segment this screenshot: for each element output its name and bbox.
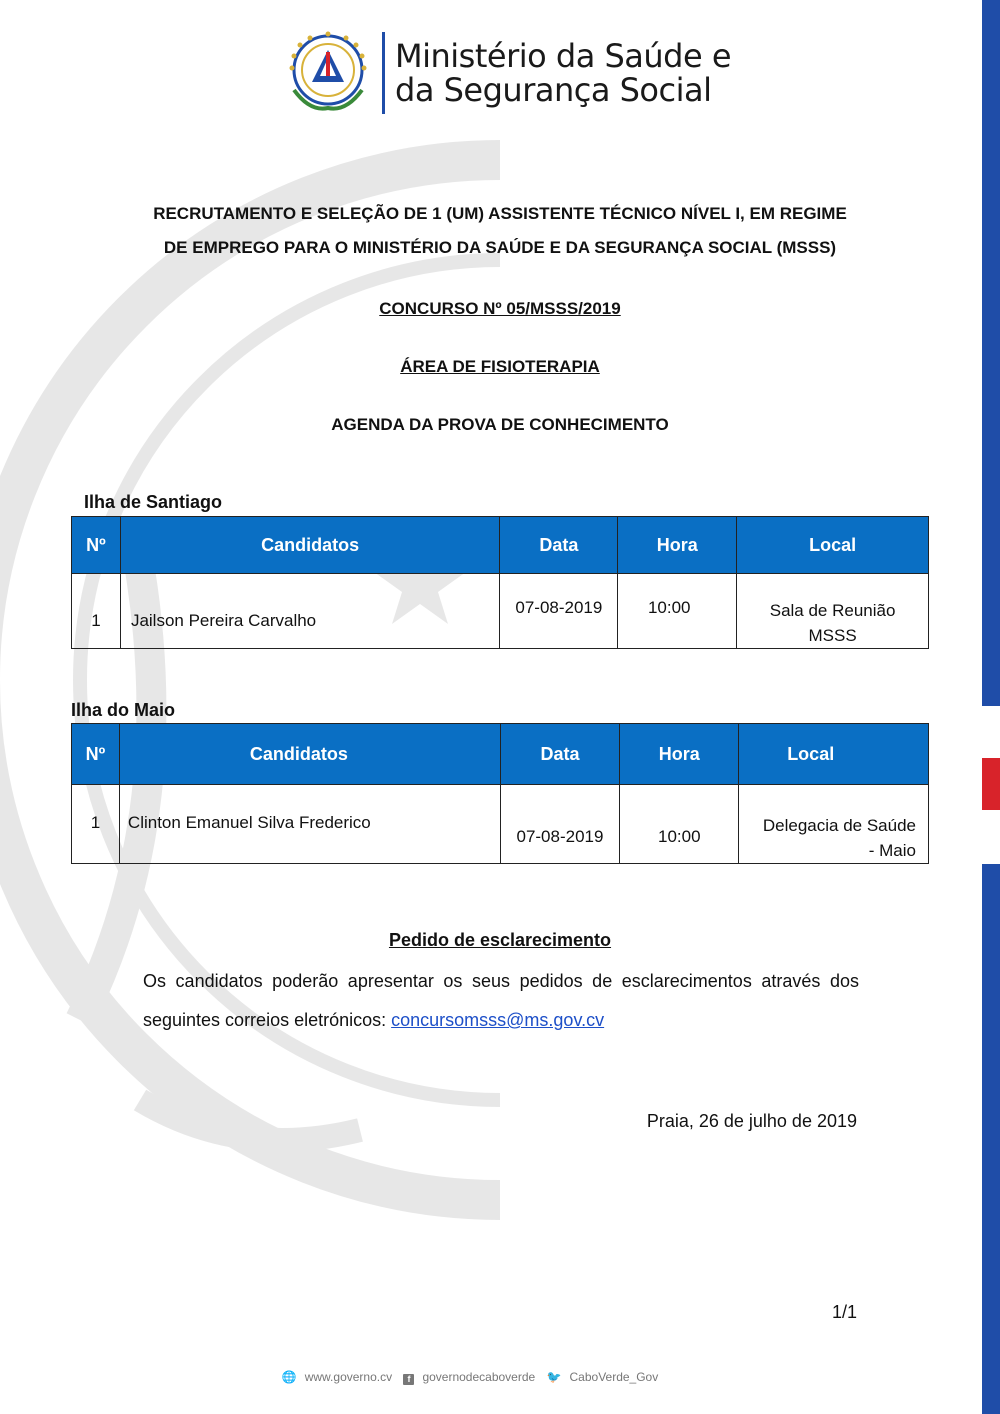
col-header-candidates: Candidatos <box>119 724 500 785</box>
document-header <box>280 28 731 118</box>
candidate-name: Clinton Emanuel Silva Frederico <box>119 785 500 864</box>
watermark-seal <box>0 120 500 1240</box>
right-edge-blue-bar <box>982 0 1000 706</box>
footer-facebook[interactable]: governodecaboverde <box>422 1370 536 1384</box>
col-header-candidates: Candidatos <box>120 517 500 574</box>
col-header-time: Hora <box>620 724 739 785</box>
twitter-icon: 🐦 <box>546 1370 562 1384</box>
clarification-title: Pedido de esclarecimento <box>388 930 612 950</box>
table-header-row <box>72 724 929 785</box>
concurso-number: CONCURSO Nº 05/MSSS/2019 <box>379 299 621 318</box>
title-line-1: RECRUTAMENTO E SELEÇÃO DE 1 (UM) ASSISTENTE TÉCNICO NÍVEL I, EM REGIME <box>153 204 847 223</box>
title-line-2: DE EMPREGO PARA O MINISTÉRIO DA SAÚDE E DA SEGURANÇA SOCIAL (MSSS) <box>163 238 837 257</box>
candidate-name: Jailson Pereira Carvalho <box>120 574 500 649</box>
page-number: 1/1 <box>831 1302 857 1322</box>
right-edge-red-bar <box>982 758 1000 810</box>
globe-icon: 🌐 <box>281 1370 297 1384</box>
exam-time: 10:00 <box>618 574 737 649</box>
header-divider <box>382 32 385 114</box>
exam-location-line1: Sala de Reunião <box>769 601 896 620</box>
col-header-date: Data <box>500 724 620 785</box>
document-title <box>70 197 930 265</box>
maio-schedule-table <box>71 723 929 864</box>
exam-location-line2: - Maio <box>868 841 916 860</box>
exam-location <box>739 785 929 864</box>
col-header-date: Data <box>500 517 618 574</box>
area-title: ÁREA DE FISIOTERAPIA <box>400 357 600 376</box>
table-header-row <box>72 517 929 574</box>
table-row <box>72 785 929 864</box>
cabo-verde-coat-of-arms-icon <box>280 30 376 116</box>
footer-twitter[interactable]: CaboVerde_Gov <box>569 1370 659 1384</box>
ministry-name-line1: Ministério da Saúde e <box>395 37 732 75</box>
clarification-text: Os candidatos poderão apresentar os seus pedidos de esclarecimentos através dos seguintes correios eletrónicos: <box>143 971 859 1030</box>
island-santiago-label: Ilha de Santiago <box>84 492 223 512</box>
exam-location-line2: MSSS <box>808 626 857 645</box>
footer-website[interactable]: www.governo.cv <box>304 1370 393 1384</box>
ministry-name-line2: da Segurança Social <box>395 71 712 109</box>
table-row <box>72 574 929 649</box>
place-and-date: Praia, 26 de julho de 2019 <box>646 1111 857 1131</box>
exam-date: 07-08-2019 <box>500 785 620 864</box>
right-edge-blue-bar-lower <box>982 864 1000 1414</box>
facebook-icon: f <box>403 1374 414 1385</box>
exam-time: 10:00 <box>620 785 739 864</box>
col-header-number: Nº <box>72 517 121 574</box>
contact-email-link[interactable]: concursomsss@ms.gov.cv <box>391 1010 605 1030</box>
exam-date: 07-08-2019 <box>500 574 618 649</box>
col-header-location: Local <box>739 724 929 785</box>
col-header-time: Hora <box>618 517 737 574</box>
col-header-number: Nº <box>72 724 120 785</box>
santiago-schedule-table <box>71 516 929 649</box>
footer <box>0 1370 940 1385</box>
ministry-name <box>395 39 731 107</box>
row-number: 1 <box>72 574 121 649</box>
island-maio-label: Ilha do Maio <box>71 700 176 720</box>
row-number: 1 <box>72 785 120 864</box>
clarification-paragraph <box>143 962 859 1040</box>
exam-location <box>737 574 929 649</box>
agenda-title: AGENDA DA PROVA DE CONHECIMENTO <box>331 415 669 434</box>
exam-location-line1: Delegacia de Saúde <box>762 816 916 835</box>
col-header-location: Local <box>737 517 929 574</box>
